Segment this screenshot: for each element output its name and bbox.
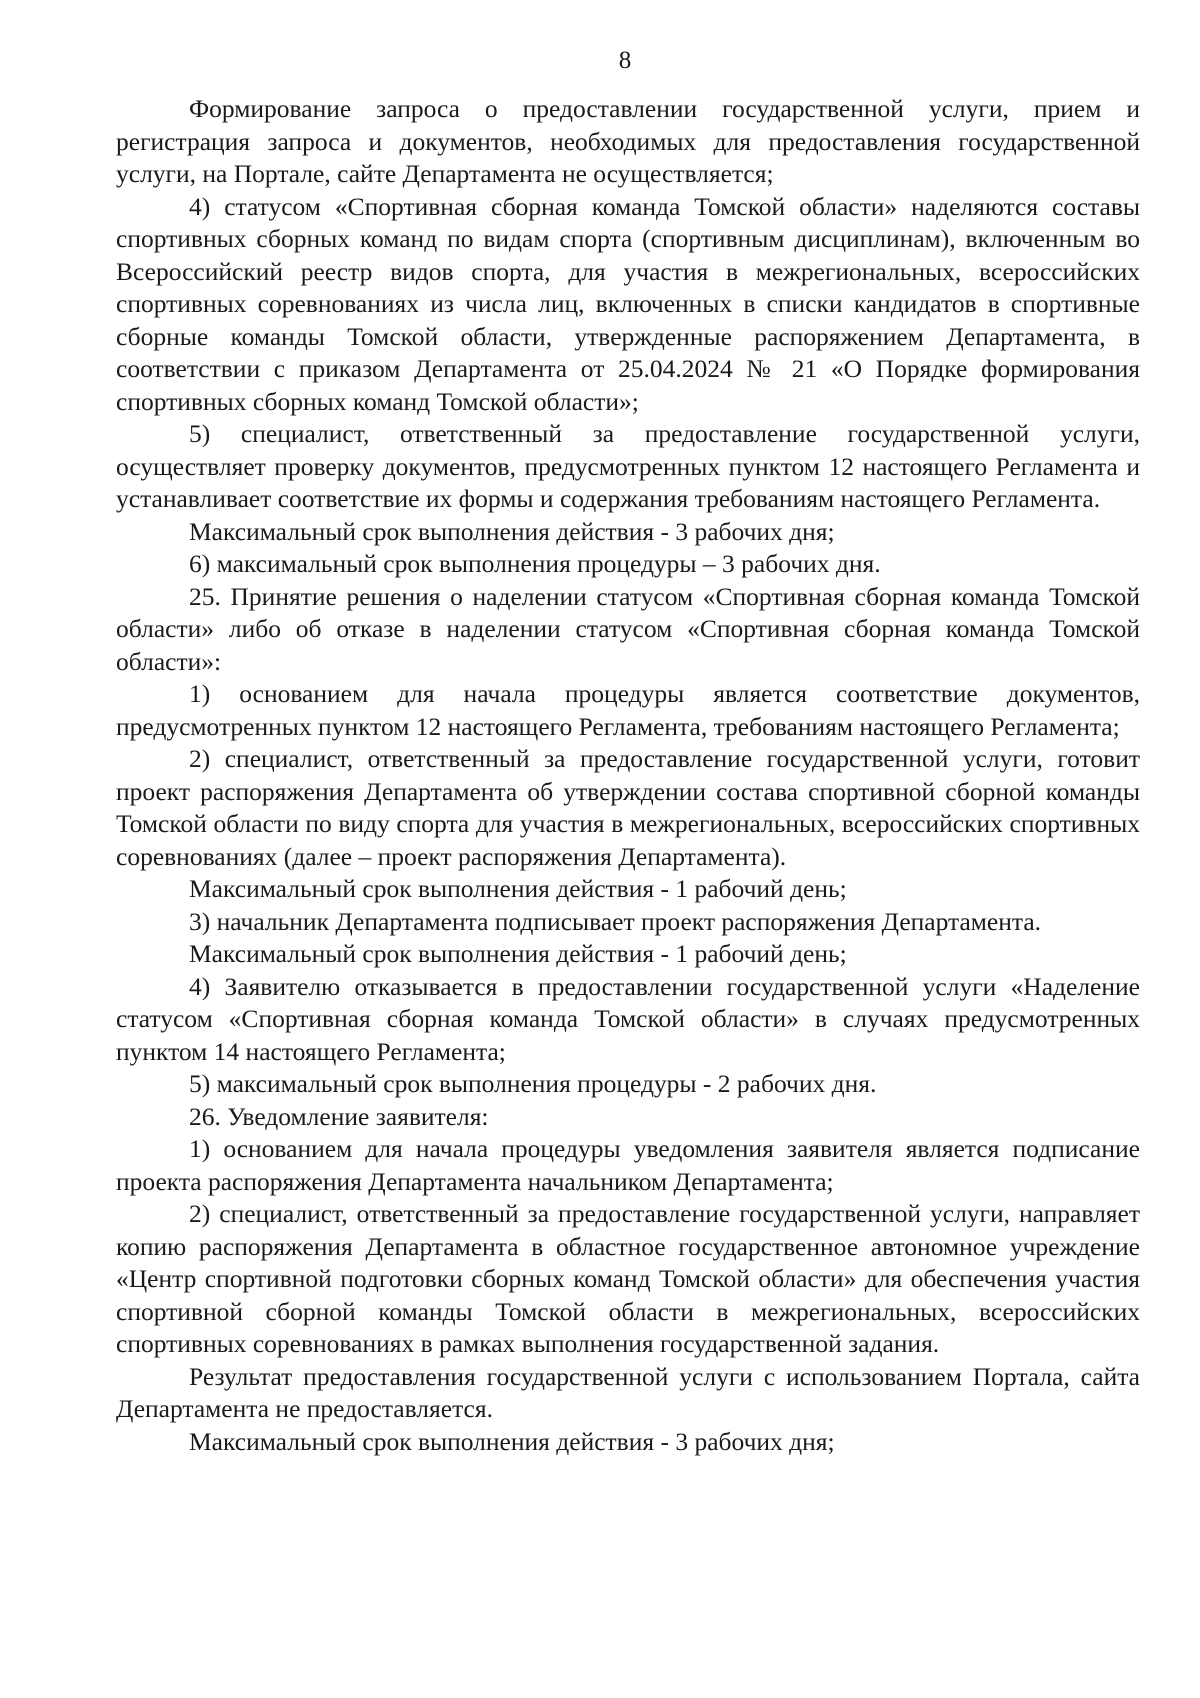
page-number: 8 [618, 47, 632, 74]
paragraph: Максимальный срок выполнения действия - 1 рабочий день; [189, 939, 847, 968]
paragraph: 6) максимальный срок выполнения процедуры – 3 рабочих дня. [189, 549, 881, 578]
paragraph: Максимальный срок выполнения действия - 1 рабочий день; [189, 874, 847, 903]
paragraph: 3) начальник Департамента подписывает проект распоряжения Департамента. [189, 906, 1042, 936]
paragraph: 2) специалист, ответственный за предоставление государственной услуги, направляет копию распоряжения Департамента в областное государственное автономное учреждение «Центр спортивной подготовки сборных команд Томской области» для обеспечения участия спортивной сборной команды Томской области в межрегиональных, всероссийских спортивных соревнованиях в рамках выполнения государственной задания. [116, 1199, 1140, 1358]
paragraph: 5) специалист, ответственный за предоставление государственной услуги, осуществляет проверку документов, предусмотренных пунктом 12 настоящего Регламента и устанавливает соответствие их формы и содержания требованиям настоящего Регламента. [116, 419, 1140, 513]
document-body [116, 93, 1140, 1458]
paragraph: 1) основанием для начала процедуры является соответствие документов, предусмотренных пунктом 12 настоящего Регламента, требованиям настоящего Регламента; [116, 679, 1140, 741]
paragraph: 5) максимальный срок выполнения процедуры - 2 рабочих дня. [189, 1069, 877, 1098]
paragraph: 1) основанием для начала процедуры уведомления заявителя является подписание проекта распоряжения Департамента начальником Департамента; [116, 1134, 1140, 1196]
paragraph: 25. Принятие решения о наделении статусом «Спортивная сборная команда Томской области» либо об отказе в наделении статусом «Спортивная сборная команда Томской области»: [116, 581, 1140, 676]
paragraph: 26. Уведомление заявителя: [189, 1101, 489, 1131]
paragraph: 4) Заявителю отказывается в предоставлении государственной услуги «Наделение статусом «Спортивная сборная команда Томской области» в случаях предусмотренных пунктом 14 настоящего Регламента; [116, 971, 1140, 1066]
paragraph: Результат предоставления государственной услуги с использованием Портала, сайта Департамента не предоставляется. [116, 1361, 1140, 1423]
paragraph: 2) специалист, ответственный за предоставление государственной услуги, готовит проект распоряжения Департамента об утверждении состава спортивной сборной команды Томской области по виду спорта для участия в межрегиональных, всероссийских спортивных соревнованиях (далее – проект распоряжения Департамента). [116, 744, 1140, 871]
paragraph: 4) статусом «Спортивная сборная команда Томской области» наделяются составы спортивных сборных команд по видам спорта (спортивным дисциплинам), включенным во Всероссийский реестр видов спорта, для участия в межрегиональных, всероссийских спортивных соревнованиях из числа лиц, включенных в списки кандидатов в спортивные сборные команды Томской области, утвержденные распоряжением Департамента, в соответствии с приказом Департамента от 25.04.2024 № 21 «О Порядке формирования спортивных сборных команд Томской области»; [116, 191, 1140, 416]
paragraph: Формирование запроса о предоставлении государственной услуги, прием и регистрация запроса и документов, необходимых для предоставления государственной услуги, на Портале, сайте Департамента не осуществляется; [116, 94, 1140, 188]
paragraph: Максимальный срок выполнения действия - 3 рабочих дня; [189, 516, 835, 546]
paragraph: Максимальный срок выполнения действия - 3 рабочих дня; [189, 1426, 835, 1456]
